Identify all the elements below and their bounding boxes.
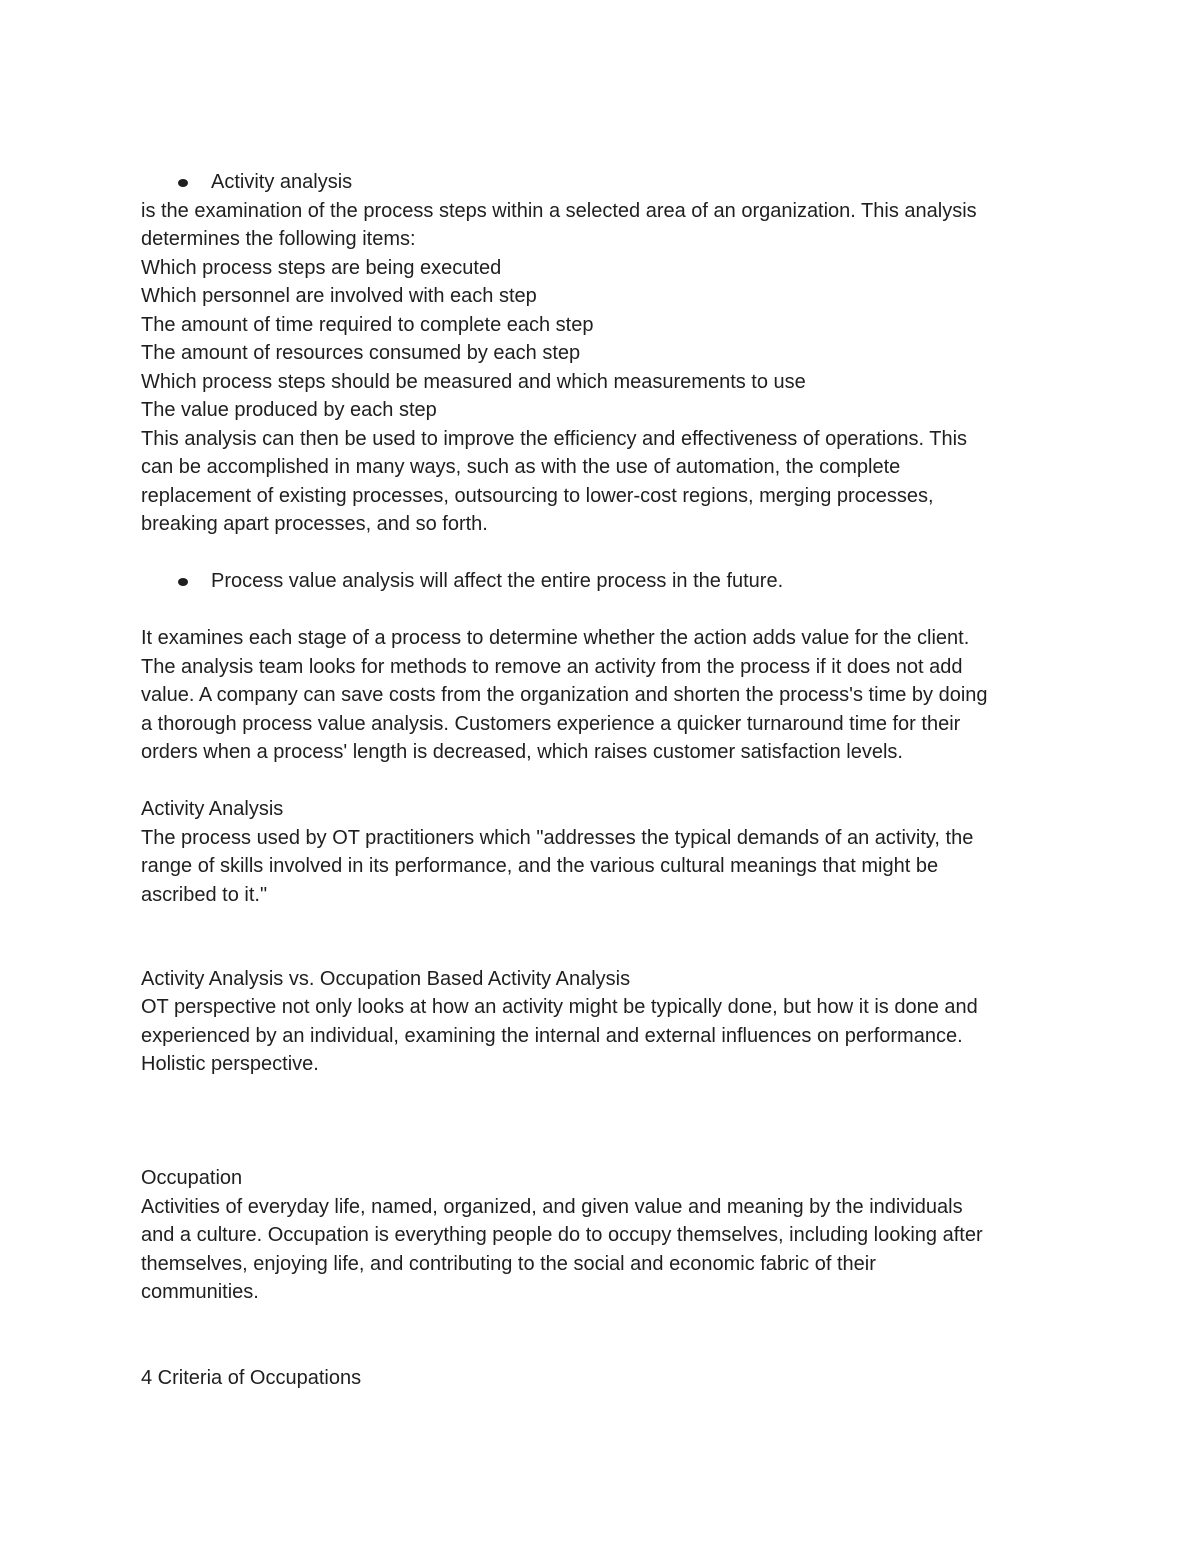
bullet-icon	[178, 578, 188, 586]
text-line: The value produced by each step	[141, 399, 437, 421]
bullet-item-process-value-analysis	[141, 567, 1071, 596]
text-line: determines the following items:	[141, 228, 416, 250]
process-value-analysis-paragraph	[141, 624, 1071, 767]
spacer	[141, 1335, 1071, 1364]
section-heading-aa-vs-oba: Activity Analysis vs. Occupation Based Activity Analysis	[141, 967, 631, 990]
text-line: The process used by OT practitioners which "addresses the typical demands of an activity, the	[141, 826, 974, 849]
text-line: range of skills involved in its performance, and the various cultural meanings that might be	[141, 855, 939, 877]
occupation-paragraph	[141, 1193, 1071, 1307]
text-line: The analysis team looks for methods to remove an activity from the process if it does not add	[141, 655, 963, 678]
text-line: OT perspective not only looks at how an activity might be typically done, but how it is done and	[141, 996, 978, 1018]
text-line: orders when a process' length is decreased, which raises customer satisfaction levels.	[141, 741, 903, 763]
text-line: This analysis can then be used to improve the efficiency and effectiveness of operations. This	[141, 427, 968, 450]
text-line: It examines each stage of a process to determine whether the action adds value for the client.	[141, 627, 970, 649]
section-heading-criteria: 4 Criteria of Occupations	[141, 1366, 362, 1389]
text-line: value. A company can save costs from the organization and shorten the process's time by doing	[141, 684, 988, 706]
text-line: The amount of time required to complete each step	[141, 313, 594, 336]
text-line: communities.	[141, 1281, 259, 1303]
text-line: Which process steps are being executed	[141, 256, 502, 279]
text-line: themselves, enjoying life, and contributing to the social and economic fabric of their	[141, 1252, 876, 1275]
spacer	[141, 909, 1071, 938]
text-line: Which personnel are involved with each step	[141, 285, 537, 307]
text-line: a thorough process value analysis. Customers experience a quicker turnaround time for their	[141, 712, 961, 735]
aa-vs-oba-paragraph	[141, 993, 1071, 1079]
spacer	[141, 1107, 1071, 1136]
bullet-item-activity-analysis	[141, 168, 1071, 197]
text-line: replacement of existing processes, outsourcing to lower-cost regions, merging processes,	[141, 484, 934, 507]
document-body	[141, 168, 1071, 1392]
bullet-label: Process value analysis will affect the entire process in the future.	[211, 570, 784, 592]
bullet-label: Activity analysis	[211, 171, 353, 193]
spacer	[141, 1136, 1071, 1165]
text-line: Activities of everyday life, named, organized, and given value and meaning by the individuals	[141, 1195, 963, 1218]
text-line: Which process steps should be measured and which measurements to use	[141, 370, 806, 393]
text-line: The amount of resources consumed by each step	[141, 342, 581, 364]
section-heading-activity-analysis: Activity Analysis	[141, 798, 284, 820]
text-line: Holistic perspective.	[141, 1053, 319, 1075]
spacer	[141, 539, 1071, 568]
bullet-icon	[178, 179, 188, 187]
spacer	[141, 596, 1071, 625]
text-line: breaking apart processes, and so forth.	[141, 513, 488, 535]
text-line: and a culture. Occupation is everything people do to occupy themselves, including looking after	[141, 1224, 983, 1246]
text-line: is the examination of the process steps within a selected area of an organization. This analysis	[141, 199, 977, 222]
spacer	[141, 767, 1071, 796]
spacer	[141, 1079, 1071, 1108]
spacer	[141, 1307, 1071, 1336]
text-line: ascribed to it."	[141, 883, 268, 906]
text-line: experienced by an individual, examining the internal and external influences on performance.	[141, 1024, 963, 1047]
text-line: can be accomplished in many ways, such as with the use of automation, the complete	[141, 456, 901, 478]
activity-analysis-definition	[141, 197, 1071, 539]
spacer	[141, 938, 1071, 965]
section-heading-occupation: Occupation	[141, 1167, 243, 1189]
activity-analysis-ot-paragraph	[141, 824, 1071, 910]
